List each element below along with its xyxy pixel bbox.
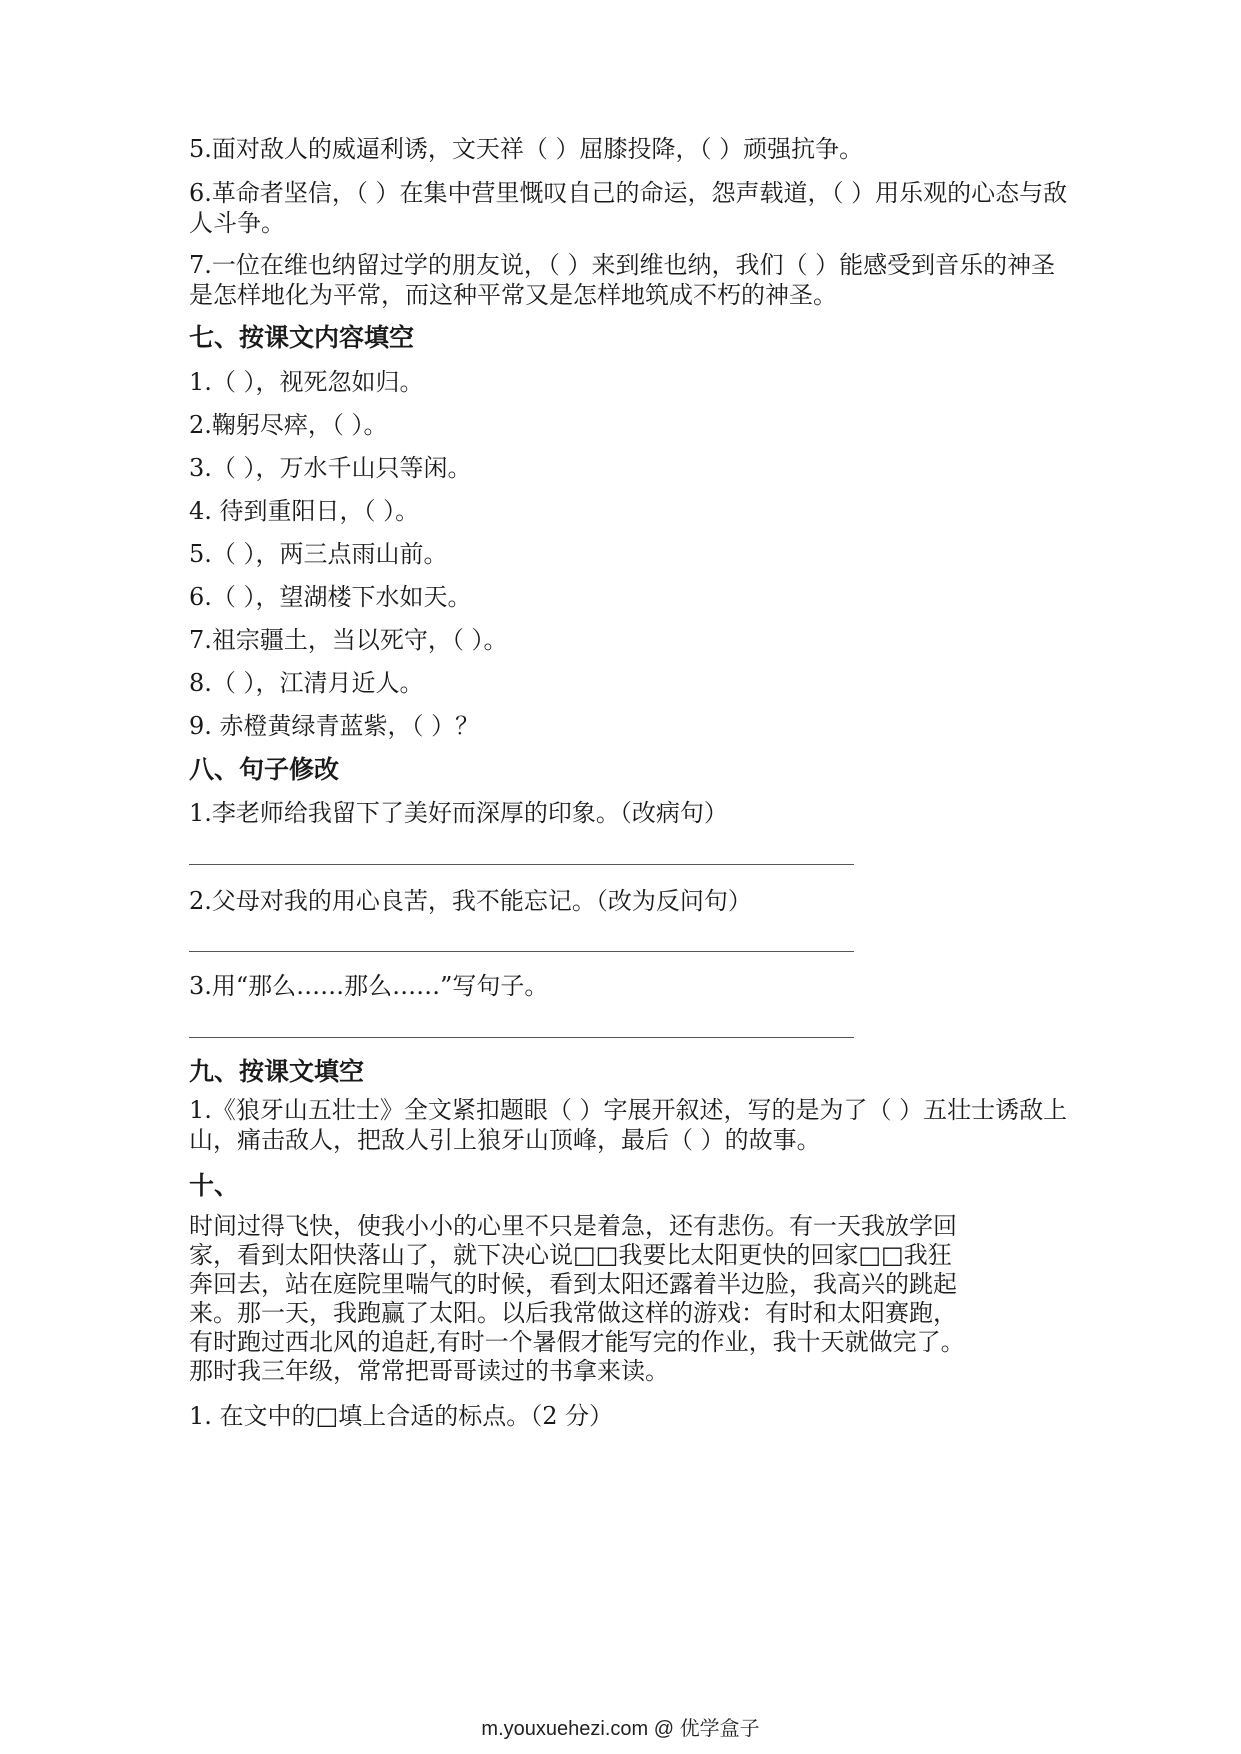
s6-item-6: 6.革命者坚信，（ ）在集中营里慨叹自己的命运，怨声载道，（ ）用乐观的心态与敌人斗争。 (189, 179, 1068, 237)
answer-line[interactable] (189, 951, 854, 952)
passage-line: 奔回去，站在庭院里喘气的时候，看到太阳还露着半边脸，我高兴的跳起 (189, 1270, 957, 1298)
s7-item: 3.（ ），万水千山只等闲。 (189, 454, 472, 482)
s7-item: 9. 赤橙黄绿青蓝紫，（ ）？ (189, 712, 480, 740)
s7-item: 4. 待到重阳日，（ ）。 (189, 497, 420, 525)
section-10-heading: 十、 (189, 1171, 240, 1200)
s6-item-5: 5.面对敌人的威逼利诱，文天祥（ ）屈膝投降，（ ）顽强抗争。 (189, 135, 864, 163)
s8-item-3: 3.用“那么……那么……”写句子。 (189, 972, 549, 1000)
s8-item-1: 1.李老师给我留下了美好而深厚的印象。（改病句） (189, 799, 728, 827)
s7-item: 2.鞠躬尽瘁，（ ）。 (189, 411, 388, 439)
footer-watermark: m.youxuehezi.com @ 优学盒子 (481, 1718, 760, 1740)
passage-line: 那时我三年级，常常把哥哥读过的书拿来读。 (189, 1357, 669, 1385)
s8-item-2: 2.父母对我的用心良苦，我不能忘记。（改为反问句） (189, 887, 752, 915)
section-9-heading: 九、按课文填空 (189, 1057, 365, 1086)
section-7-heading: 七、按课文内容填空 (189, 323, 415, 352)
s7-item: 5.（ ），两三点雨山前。 (189, 540, 448, 568)
answer-line[interactable] (189, 864, 854, 865)
s7-item: 7.祖宗疆土，当以死守，（ ）。 (189, 626, 508, 654)
passage-line: 有时跑过西北风的追赶,有时一个暑假才能写完的作业，我十天就做完了。 (189, 1328, 965, 1356)
answer-line[interactable] (189, 1037, 854, 1038)
s7-item: 6.（ ），望湖楼下水如天。 (189, 583, 472, 611)
s7-item: 1.（ ），视死忽如归。 (189, 368, 424, 396)
s7-item: 8.（ ），江清月近人。 (189, 669, 424, 697)
passage-line: 时间过得飞快，使我小小的心里不只是着急，还有悲伤。有一天我放学回 (189, 1212, 957, 1240)
passage-line: 家，看到太阳快落山了，就下决心说□□我要比太阳更快的回家□□我狂 (189, 1241, 952, 1269)
s10-question-1: 1. 在文中的□填上合适的标点。（2 分） (189, 1402, 614, 1430)
s9-item-1: 1.《狼牙山五壮士》全文紧扣题眼（ ）字展开叙述，写的是为了（ ）五壮士诱敌上山，痛击敌人，把敌人引上狼牙山顶峰，最后（ ）的故事。 (189, 1096, 1068, 1154)
passage-line: 来。那一天，我跑赢了太阳。以后我常做这样的游戏：有时和太阳赛跑， (189, 1299, 957, 1327)
section-8-heading: 八、句子修改 (189, 755, 340, 784)
s6-item-7: 7.一位在维也纳留过学的朋友说，（ ）来到维也纳，我们（ ）能感受到音乐的神圣是怎样地化为平常，而这种平常又是怎样地筑成不朽的神圣。 (189, 251, 1056, 309)
